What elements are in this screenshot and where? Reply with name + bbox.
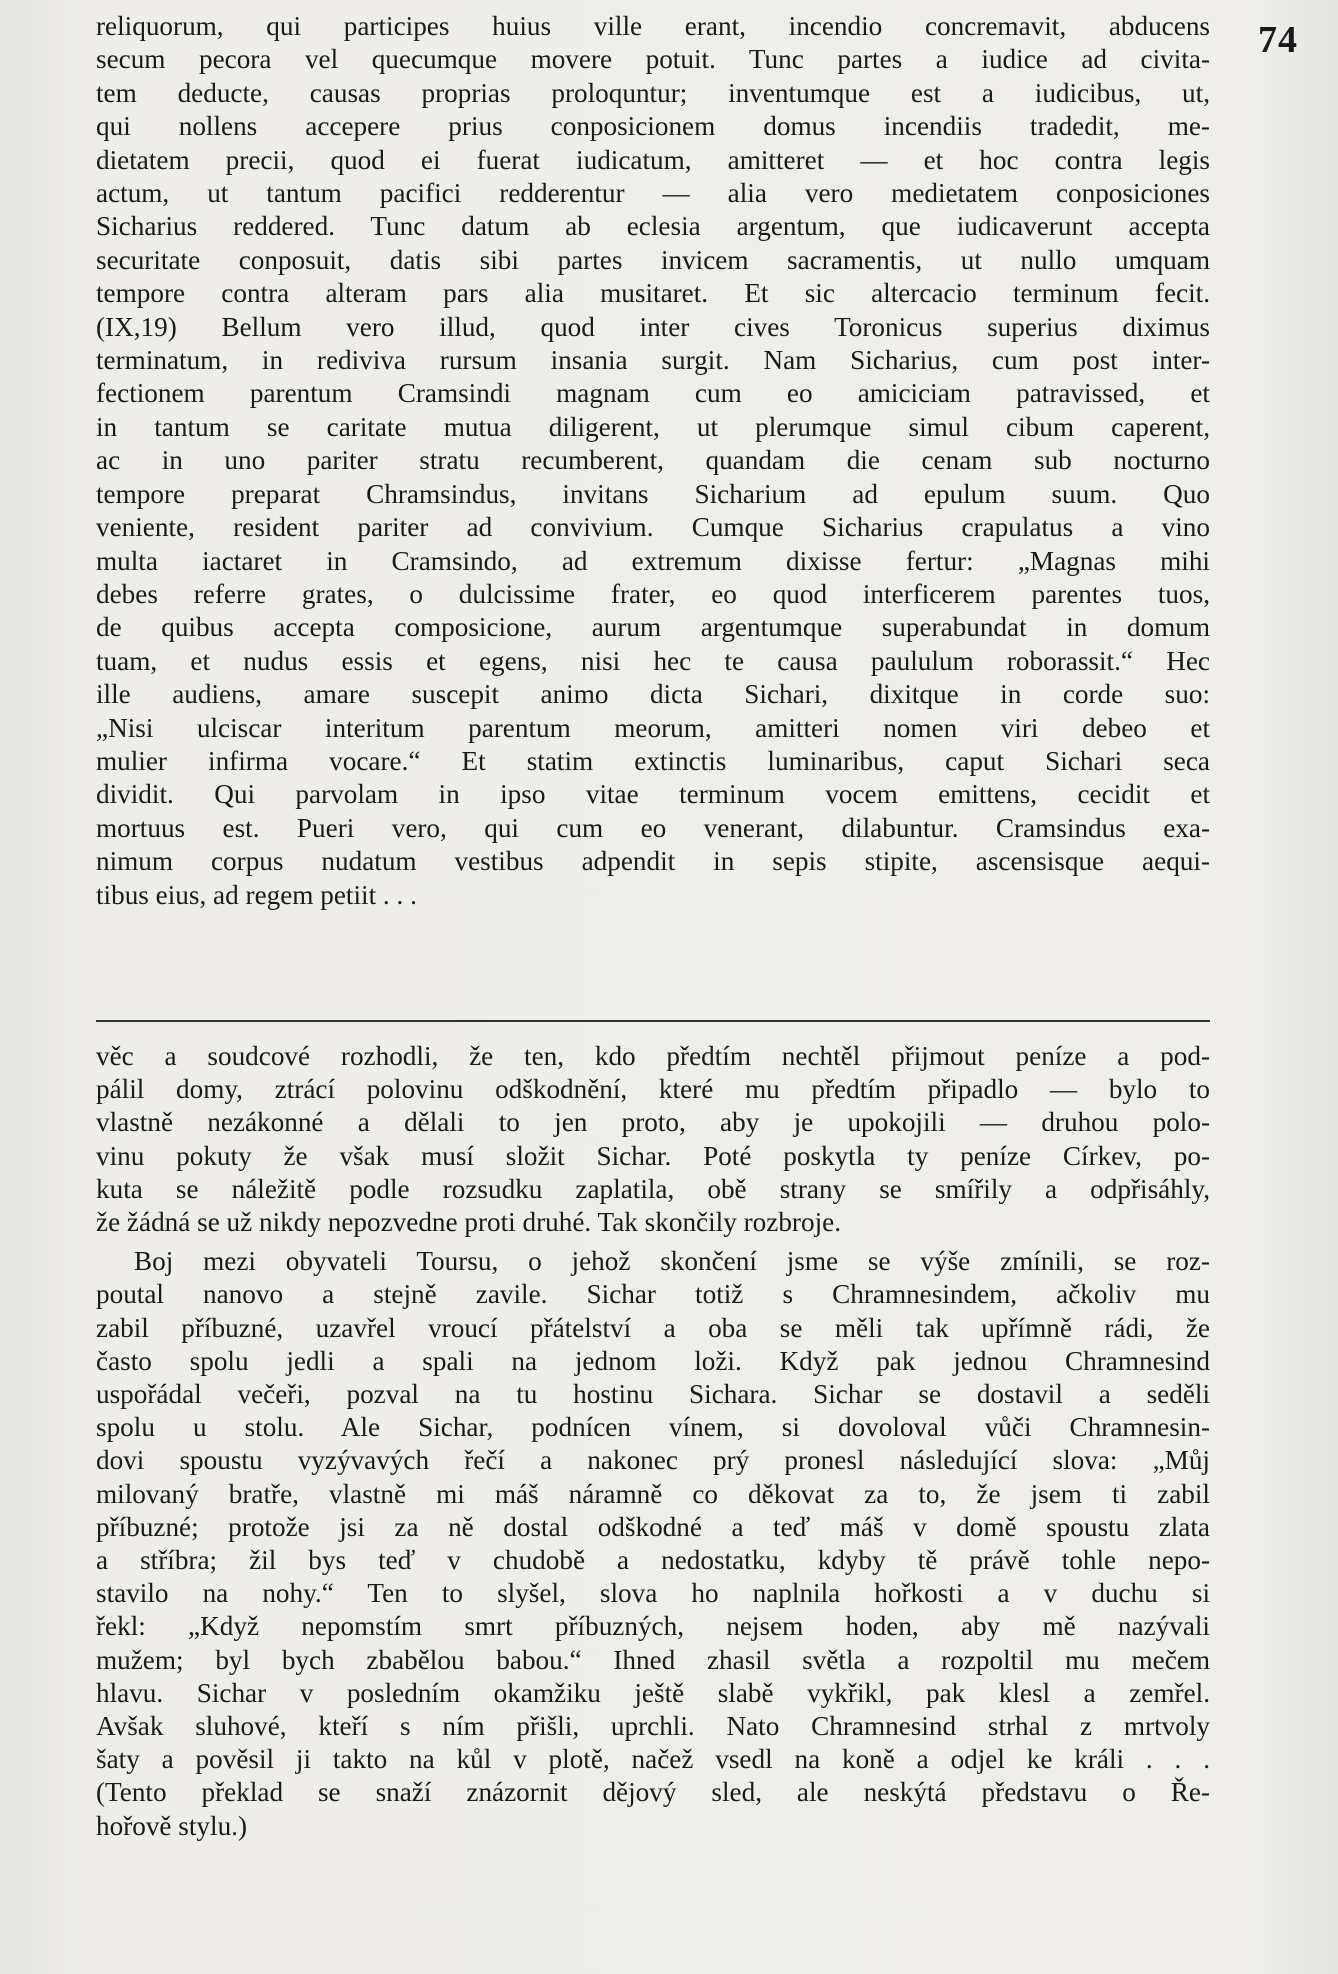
latin-line: qui nollens accepere prius conposicionem domus incendiis tradedit, me-	[96, 111, 1210, 142]
latin-line: fectionem parentum Cramsindi magnam cum eo amiciciam patravissed, et	[96, 378, 1210, 409]
czech-line: šaty a pověsil ji takto na kůl v plotě, načež vsedl na koně a odjel ke králi . . .	[96, 1744, 1210, 1775]
latin-line: tem deducte, causas proprias proloquntur; inventumque est a iudicibus, ut,	[96, 77, 1210, 108]
latin-line: debes referre grates, o dulcissime frater, eo quod interficerem parentes tuos,	[96, 578, 1210, 609]
czech-line: příbuzné; protože jsi za ně dostal odškodné a teď máš v domě spoustu zlata	[96, 1511, 1210, 1542]
czech-line: milovaný bratře, vlastně mi máš náramně co děkovat za to, že jsem ti zabil	[96, 1478, 1210, 1509]
latin-line: in tantum se caritate mutua diligerent, ut plerumque simul cibum caperent,	[96, 411, 1210, 442]
czech-line: a stříbra; žil bys teď v chudobě a nedostatku, kdyby tě právě tohle nepo-	[96, 1545, 1210, 1576]
latin-line: mortuus est. Pueri vero, qui cum eo venerant, dilabuntur. Cramsindus exa-	[96, 812, 1210, 843]
latin-line: securitate conposuit, datis sibi partes invicem sacramentis, ut nullo umquam	[96, 244, 1210, 275]
czech-line: řekl: „Když nepomstím smrt příbuzných, nejsem hoden, aby mě nazývali	[96, 1611, 1210, 1642]
divider-rule	[96, 1020, 1210, 1022]
czech-line: zabil příbuzné, uzavřel vroucí přátelství a oba se měli tak upřímně rádi, že	[96, 1312, 1210, 1343]
czech-line: Avšak sluhové, kteří s ním přišli, uprchli. Nato Chramnesind strhal z mrtvoly	[96, 1711, 1210, 1742]
latin-line: terminatum, in rediviva rursum insania surgit. Nam Sicharius, cum post inter-	[96, 345, 1210, 376]
latin-line: dietatem precii, quod ei fuerat iudicatum, amitteret — et hoc contra legis	[96, 144, 1210, 175]
latin-line: secum pecora vel quecumque movere potuit. Tunc partes a iudice ad civita-	[96, 44, 1210, 75]
czech-line: hořově stylu.)	[96, 1810, 248, 1841]
czech-line: vinu pokuty že však musí složit Sichar. Poté poskytla ty peníze Církev, po-	[96, 1140, 1210, 1171]
czech-line: Boj mezi obyvateli Toursu, o jehož skončení jsme se výše zmínili, se roz-	[134, 1246, 1210, 1277]
czech-line: vlastně nezákonné a dělali to jen proto, aby je upokojili — druhou polo-	[96, 1107, 1210, 1138]
czech-line: poutal nanovo a stejně zavile. Sichar totiž s Chramnesindem, ačkoliv mu	[96, 1279, 1210, 1310]
latin-line: tibus eius, ad regem petiit . . .	[96, 879, 417, 910]
latin-line: tempore contra alteram pars alia musitaret. Et sic altercacio terminum fecit.	[96, 278, 1210, 309]
czech-line: mužem; byl bych zbabělou babou.“ Ihned zhasil světla a rozpoltil mu mečem	[96, 1644, 1210, 1675]
czech-line: pálil domy, ztrácí polovinu odškodnění, které mu předtím připadlo — bylo to	[96, 1074, 1210, 1105]
latin-line: Sicharius reddered. Tunc datum ab eclesia argentum, que iudicaverunt accepta	[96, 211, 1210, 242]
latin-line: nimum corpus nudatum vestibus adpendit in sepis stipite, ascensisque aequi-	[96, 846, 1210, 877]
page-number: 74	[1258, 19, 1298, 61]
latin-line: actum, ut tantum pacifici redderentur — alia vero medietatem conposiciones	[96, 178, 1210, 209]
czech-line: hlavu. Sichar v posledním okamžiku ještě slabě vykřikl, pak klesl a zemřel.	[96, 1677, 1210, 1708]
czech-line: spolu u stolu. Ale Sichar, podnícen vínem, si dovoloval vůči Chramnesin-	[96, 1412, 1210, 1443]
latin-line: veniente, resident pariter ad convivium. Cumque Sicharius crapulatus a vino	[96, 512, 1210, 543]
latin-line: tempore preparat Chramsindus, invitans Sicharium ad epulum suum. Quo	[96, 478, 1210, 509]
czech-line: dovi spoustu vyzývavých řečí a nakonec prý pronesl následující slova: „Můj	[96, 1445, 1210, 1476]
czech-line: uspořádal večeři, pozval na tu hostinu Sichara. Sichar se dostavil a seděli	[96, 1379, 1210, 1410]
latin-line: dividit. Qui parvolam in ipso vitae terminum vocem emittens, cecidit et	[96, 779, 1210, 810]
czech-line: že žádná se už nikdy nepozvedne proti druhé. Tak skončily rozbroje.	[96, 1207, 841, 1238]
latin-line: ille audiens, amare suscepit animo dicta Sichari, dixitque in corde suo:	[96, 679, 1210, 710]
czech-text-block	[96, 1040, 1210, 1843]
czech-line: stavilo na nohy.“ Ten to slyšel, slova ho naplnila hořkosti a v duchu si	[96, 1578, 1210, 1609]
czech-line: věc a soudcové rozhodli, že ten, kdo předtím nechtěl přijmout peníze a pod-	[96, 1041, 1210, 1071]
latin-line: mulier infirma vocare.“ Et statim extinctis luminaribus, caput Sichari seca	[96, 745, 1210, 776]
czech-line: kuta se náležitě podle rozsudku zaplatila, obě strany se smířily a odpřisáhly,	[96, 1173, 1210, 1204]
latin-text-block	[96, 10, 1210, 912]
latin-line: de quibus accepta composicione, aurum argentumque superabundat in domum	[96, 612, 1210, 643]
latin-line: tuam, et nudus essis et egens, nisi hec te causa paululum roborassit.“ Hec	[96, 645, 1210, 676]
latin-line: multa iactaret in Cramsindo, ad extremum dixisse fertur: „Magnas mihi	[96, 545, 1210, 576]
czech-line: často spolu jedli a spali na jednom loži. Když pak jednou Chramnesind	[96, 1345, 1210, 1376]
latin-line: (IX,19) Bellum vero illud, quod inter cives Toronicus superius diximus	[96, 311, 1210, 342]
czech-line: (Tento překlad se snaží znázornit dějový sled, ale neskýtá představu o Ře-	[96, 1777, 1210, 1808]
latin-line: „Nisi ulciscar interitum parentum meorum, amitteri nomen viri debeo et	[96, 712, 1210, 743]
latin-line: reliquorum, qui participes huius ville erant, incendio concremavit, abducens	[96, 11, 1210, 41]
latin-line: ac in uno pariter stratu recumberent, quandam die cenam sub nocturno	[96, 445, 1210, 476]
